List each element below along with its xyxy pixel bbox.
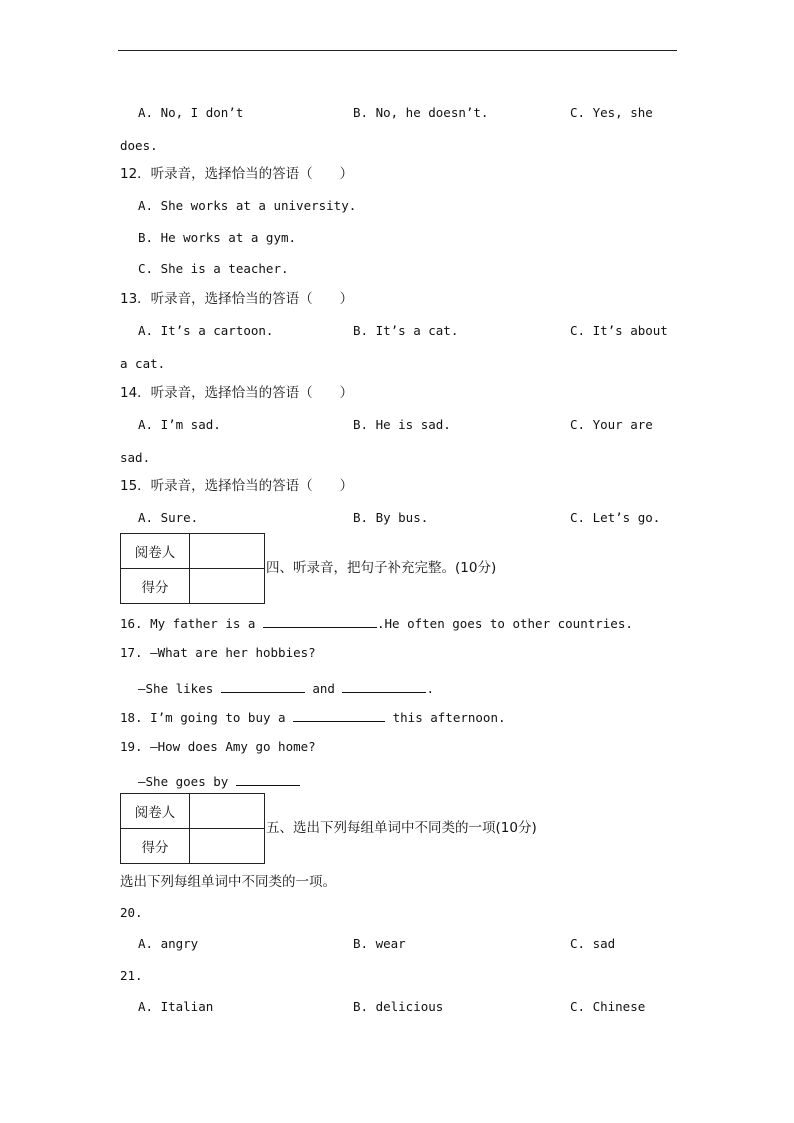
- q14-option-a: A. I’m sad.: [138, 417, 221, 432]
- reviewer-cell[interactable]: [190, 534, 265, 569]
- q15-option-a: A. Sure.: [138, 510, 199, 525]
- q17-stem: 17. —What are her hobbies?: [120, 645, 316, 660]
- q11-option-c-continued: does.: [120, 138, 158, 153]
- q11-option-b: B. No, he doesn’t.: [353, 105, 489, 120]
- q11-option-a: A. No, I don’t: [138, 105, 244, 120]
- q20-option-a: A. angry: [138, 936, 199, 951]
- q15-option-c: C. Let’s go.: [570, 510, 661, 525]
- score-cell[interactable]: [190, 829, 265, 864]
- q19-stem: 19. —How does Amy go home?: [120, 739, 316, 754]
- q13-option-a: A. It’s a cartoon.: [138, 323, 274, 338]
- reviewer-label: 阅卷人: [121, 794, 190, 829]
- q16-pre: 16. My father is a: [120, 616, 263, 631]
- q14-stem: 14．听录音，选择恰当的答语（ ）: [120, 385, 354, 401]
- reviewer-cell[interactable]: [190, 794, 265, 829]
- q12-option-c: C. She is a teacher.: [138, 261, 289, 276]
- q12-option-b: B. He works at a gym.: [138, 230, 297, 245]
- q20-option-b: B. wear: [353, 936, 406, 951]
- q21-option-a: A. Italian: [138, 999, 214, 1014]
- q13-option-c-continued: a cat.: [120, 356, 166, 371]
- q17-blank-1[interactable]: [221, 680, 305, 693]
- q14-option-c-continued: sad.: [120, 450, 151, 465]
- q15-stem: 15．听录音，选择恰当的答语（ ）: [120, 478, 354, 494]
- q19-blank[interactable]: [236, 773, 300, 786]
- q18-pre: 18. I’m going to buy a: [120, 710, 294, 725]
- q17-post: .: [426, 681, 434, 696]
- score-label: 得分: [121, 569, 190, 604]
- header-rule: [118, 50, 677, 51]
- q20-option-c: C. sad: [570, 936, 616, 951]
- q21-option-b: B. delicious: [353, 999, 444, 1014]
- q16: [120, 615, 633, 631]
- q20-number: 20.: [120, 905, 143, 920]
- q12-stem: 12．听录音，选择恰当的答语（ ）: [120, 166, 354, 182]
- q19-pre: —She goes by: [138, 774, 236, 789]
- score-cell[interactable]: [190, 569, 265, 604]
- q13-stem: 13．听录音，选择恰当的答语（ ）: [120, 291, 354, 307]
- q17-pre: —She likes: [138, 681, 221, 696]
- q17-blank-2[interactable]: [342, 680, 426, 693]
- q16-blank[interactable]: [263, 615, 377, 628]
- q19-answer: [138, 773, 300, 789]
- section5-score-box: [120, 793, 265, 864]
- q13-option-b: B. It’s a cat.: [353, 323, 459, 338]
- section4-title: 四、听录音，把句子补充完整。(10分): [266, 560, 497, 576]
- q18-blank[interactable]: [293, 709, 385, 722]
- q17-mid: and: [304, 681, 343, 696]
- section5-instruction: 选出下列每组单词中不同类的一项。: [120, 874, 336, 890]
- q14-option-b: B. He is sad.: [353, 417, 451, 432]
- reviewer-label: 阅卷人: [121, 534, 190, 569]
- q21-option-c: C. Chinese: [570, 999, 646, 1014]
- q11-option-c: C. Yes, she: [570, 105, 653, 120]
- q18-post: this afternoon.: [385, 710, 506, 725]
- q14-option-c: C. Your are: [570, 417, 653, 432]
- q17-answer: [138, 680, 434, 696]
- section5-title: 五、选出下列每组单词中不同类的一项(10分): [266, 820, 537, 836]
- q21-number: 21.: [120, 968, 143, 983]
- section4-score-box: [120, 533, 265, 604]
- q12-option-a: A. She works at a university.: [138, 198, 357, 213]
- q13-option-c: C. It’s about: [570, 323, 668, 338]
- score-label: 得分: [121, 829, 190, 864]
- q15-option-b: B. By bus.: [353, 510, 429, 525]
- q18: [120, 709, 506, 725]
- q16-post: .He often goes to other countries.: [377, 616, 633, 631]
